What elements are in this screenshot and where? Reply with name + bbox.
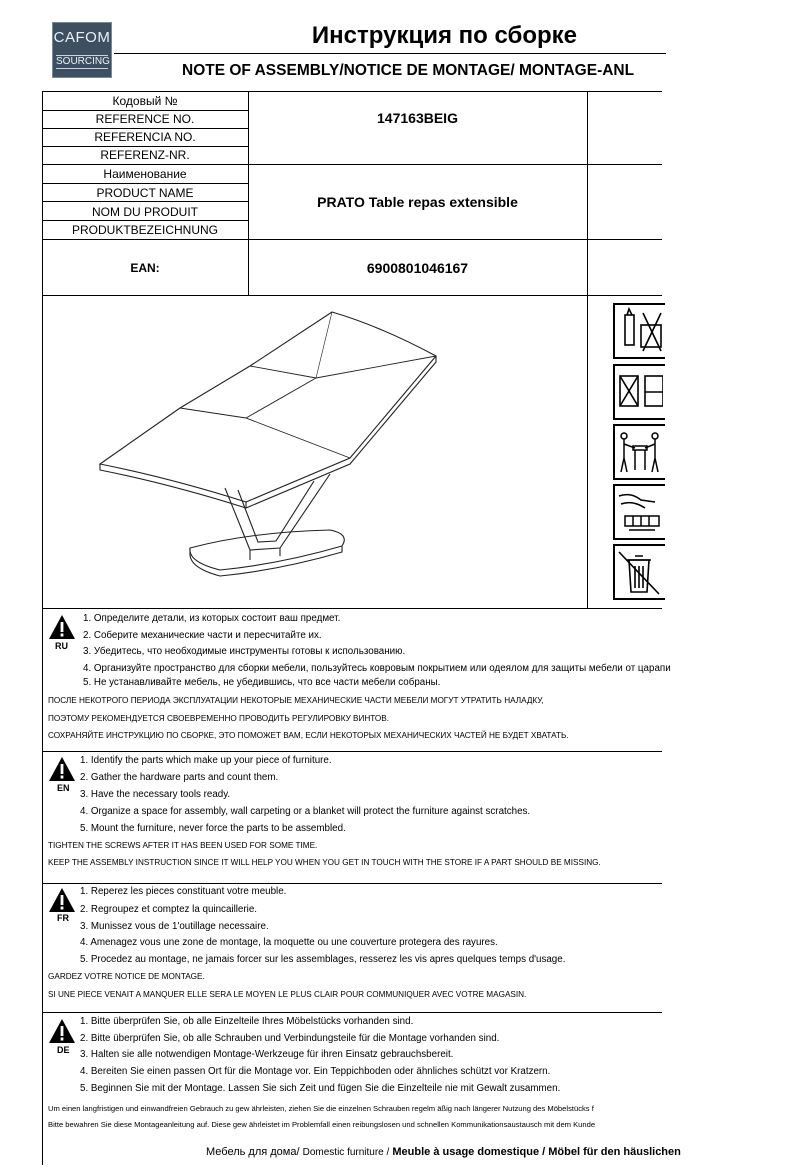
ru-step-5: 5. Не устанавливайте мебель, не убедившись, что все части мебели собраны. <box>83 677 441 688</box>
ru-step-4: 4. Организуйте пространство для сборки мебели, пользуйтесь ковровым покрытием или одеялом для защиты мебели от царапи <box>83 663 671 674</box>
ean-value: 6900801046167 <box>366 260 469 276</box>
section-divider <box>42 1012 662 1013</box>
reference-label-es: REFERENCIA NO. <box>94 130 196 144</box>
product-label-ru: Наименование <box>103 167 187 181</box>
fr-step-4: 4. Amenagez vous une zone de montage, la moquette ou une couverture protegera des rayures. <box>80 937 498 948</box>
section-divider <box>42 883 662 884</box>
reference-label-de: REFERENZ-NR. <box>100 148 190 162</box>
section-divider <box>42 608 662 609</box>
no-power-tools-pictogram <box>613 364 665 420</box>
de-note-2: Bitte bewahren Sie diese Montageanleitung auf. Diese gew ährleistet im Problemfall einen reibungslosen und schnellen Kommunikationsaustausch mit dem Kunde <box>48 1120 596 1129</box>
two-person-assembly-pictogram <box>613 424 665 480</box>
reference-label-en: REFERENCE NO. <box>95 112 195 126</box>
product-label-fr: NOM DU PRODUIT <box>92 205 198 219</box>
warning-icon <box>48 1018 76 1044</box>
ru-step-2: 2. Соберите механические части и пересчитайте их. <box>83 630 322 641</box>
footer-en: Domestic furniture / <box>302 1147 390 1158</box>
fr-step-5: 5. Procedez au montage, ne jamais forcer sur les assemblages, resserez les vis apres quelques temps d'usage. <box>80 954 566 965</box>
de-step-5: 5. Beginnen Sie mit der Montage. Lassen Sie sich Zeit und fügen Sie die Einzelteile nie mit Gewalt zusammen. <box>80 1083 561 1094</box>
en-step-3: 3. Have the necessary tools ready. <box>80 789 231 800</box>
de-step-1: 1. Bitte überprüfen Sie, ob alle Einzelteile Ihres Möbelstücks vorhanden sind. <box>80 1016 414 1027</box>
row-divider <box>42 201 248 202</box>
en-note-2: KEEP THE ASSEMBLY INSTRUCTION SINCE IT WILL HELP YOU WHEN YOU GET IN TOUCH WITH THE STORE IF A PART SHOULD BE MISSING. <box>48 858 601 867</box>
en-step-1: 1. Identify the parts which make up your piece of furniture. <box>80 755 332 766</box>
warning-icon <box>48 614 76 640</box>
reference-label-ru: Кодовый № <box>112 94 178 108</box>
footer-ru: Мебель для дома/ <box>206 1146 300 1158</box>
lang-code-en: EN <box>57 783 70 793</box>
footer-line <box>206 1146 681 1158</box>
ru-note-3: СОХРАНЯЙТЕ ИНСТРУКЦИЮ ПО СБОРКЕ, ЭТО ПОМОЖЕТ ВАМ, ЕСЛИ НЕКОТОРЫХ МЕХАНИЧЕСКИХ ЧАСТЕЙ НЕ БУДЕТ ХВАТАТЬ. <box>48 731 569 740</box>
section-divider <box>42 751 662 752</box>
lang-code-de: DE <box>57 1045 70 1055</box>
logo-line-2: SOURCING <box>56 56 110 67</box>
product-label-en: PRODUCT NAME <box>96 186 194 200</box>
de-step-2: 2. Bitte überprüfen Sie, ob alle Schrauben und Verbindungsteile für die Montage vorhanden sind. <box>80 1033 500 1044</box>
value-column-divider <box>587 91 588 608</box>
warning-icon <box>48 887 76 913</box>
product-name-value: PRATO Table repas extensible <box>317 194 518 210</box>
row-divider <box>42 183 248 184</box>
do-not-dispose-pictogram <box>613 544 665 600</box>
row-divider <box>42 110 248 111</box>
product-label-de: PRODUKTBEZEICHNUNG <box>71 223 218 237</box>
ru-step-1: 1. Определите детали, из которых состоит ваш предмет. <box>83 613 341 624</box>
table-illustration <box>80 298 450 598</box>
block-divider <box>42 164 662 165</box>
fr-note-1: GARDEZ VOTRE NOTICE DE MONTAGE. <box>48 972 205 981</box>
block-divider <box>42 295 662 296</box>
page-subtitle: NOTE OF ASSEMBLY/NOTICE DE MONTAGE/ MONTAGE-ANL <box>182 62 635 79</box>
warning-icon <box>48 756 76 782</box>
no-glue-pictogram <box>613 303 665 359</box>
en-step-5: 5. Mount the furniture, never force the parts to be assembled. <box>80 823 346 834</box>
table-top-border <box>42 91 662 92</box>
en-note-1: TIGHTEN THE SCREWS AFTER IT HAS BEEN USED FOR SOME TIME. <box>48 841 318 850</box>
en-step-2: 2. Gather the hardware parts and count them. <box>80 772 279 783</box>
row-divider <box>42 146 248 147</box>
ru-note-2: ПОЭТОМУ РЕКОМЕНДУЕТСЯ СВОЕВРЕМЕННО ПРОВОДИТЬ РЕГУЛИРОВКУ ВИНТОВ. <box>48 714 390 723</box>
ean-label: EAN: <box>130 261 160 275</box>
ru-step-3: 3. Убедитесь, что необходимые инструменты готовы к использованию. <box>83 646 406 657</box>
en-step-4: 4. Organize a space for assembly, wall carpeting or a blanket will protect the furniture against scratches. <box>80 806 531 817</box>
fr-note-2: SI UNE PIECE VENAIT A MANQUER ELLE SERA LE MOYEN LE PLUS CLAIR POUR COMMUNIQUER AVEC VOTRE MAGASIN. <box>48 990 527 999</box>
block-divider <box>42 239 662 240</box>
de-step-3: 3. Halten sie alle notwendigen Montage-Werkzeuge für ihren Einsatz gebrauchsbereit. <box>80 1049 454 1060</box>
ru-note-1: ПОСЛЕ НЕКОТРОГО ПЕРИОДА ЭКСПЛУАТАЦИИ НЕКОТОРЫЕ МЕХАНИЧЕСКИЕ ЧАСТИ МЕБЕЛИ МОГУТ УТРАТИТЬ НАЛАДКУ, <box>48 696 544 705</box>
page-title: Инструкция по сборке <box>311 22 577 49</box>
frame-left-border <box>42 91 43 1165</box>
reference-value: 147163BEIG <box>377 110 458 126</box>
title-divider <box>114 53 666 54</box>
logo-line-1: CAFOM <box>53 29 111 46</box>
fr-step-2: 2. Regroupez et comptez la quincaillerie. <box>80 904 257 915</box>
footer-rest: Meuble à usage domestique / Möbel für den häuslichen <box>392 1146 681 1158</box>
fr-step-3: 3. Munissez vous de 1'outillage necessaire. <box>80 921 269 932</box>
de-step-4: 4. Bereiten Sie einen passen Ort für die Montage vor. Ein Teppichboden oder ähnliches schützt vor Kratzern. <box>80 1066 551 1077</box>
fr-step-1: 1. Reperez les pieces constituant votre meuble. <box>80 886 287 897</box>
lang-code-ru: RU <box>55 641 68 651</box>
row-divider <box>42 128 248 129</box>
handle-with-care-pictogram <box>613 484 665 540</box>
de-note-1: Um einen langfristigen und einwandfreien Gebrauch zu gew ährleisten, ziehen Sie die einzelnen Schrauben regelm äßig nach längerer Nutzung des Möbelstücks f <box>48 1104 594 1113</box>
lang-code-fr: FR <box>57 913 69 923</box>
row-divider <box>42 220 248 221</box>
